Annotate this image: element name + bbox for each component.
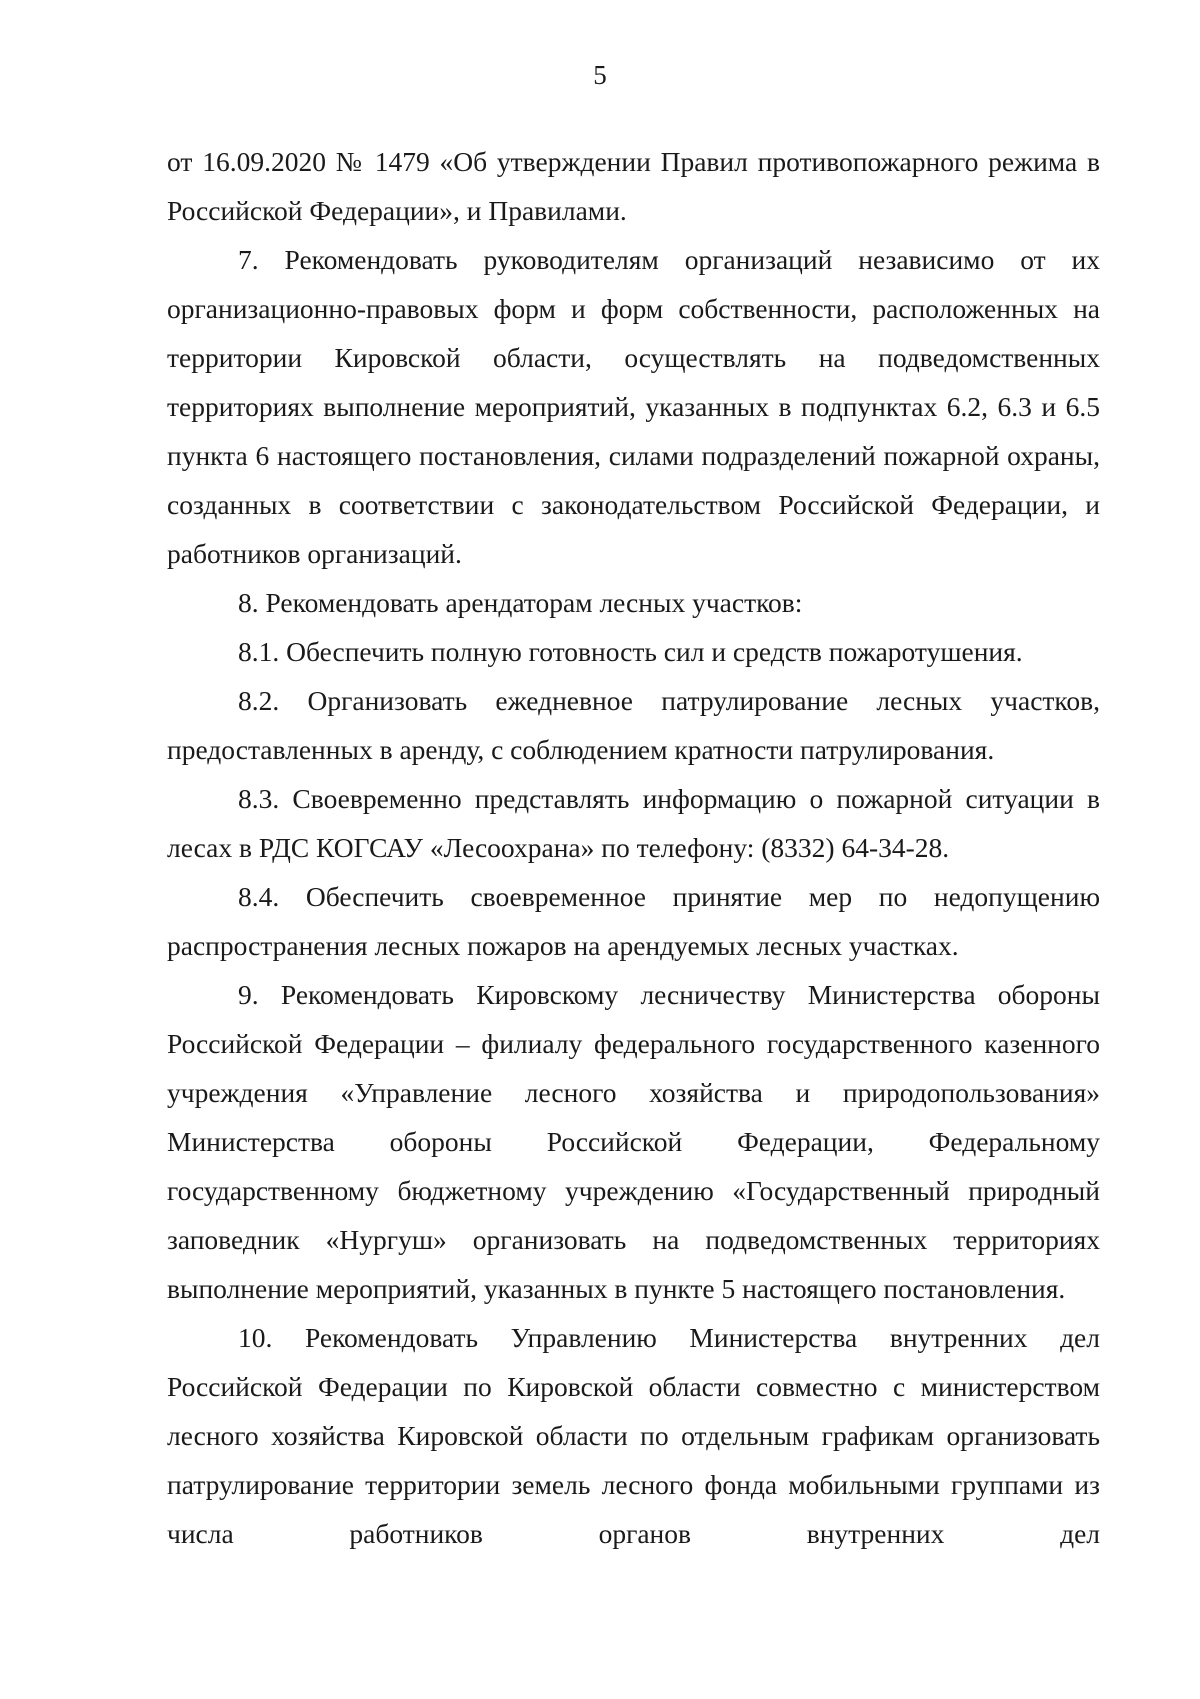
paragraph-continuation: от 16.09.2020 № 1479 «Об утверждении Правил противопожарного режима в Российской Федерации», и Правилами.: [167, 146, 1100, 226]
paragraph-8: 8. Рекомендовать арендаторам лесных участков:: [238, 587, 803, 618]
paragraph-8-1: 8.1. Обеспечить полную готовность сил и средств пожаротушения.: [238, 636, 1023, 667]
paragraph-7: 7. Рекомендовать руководителям организаций независимо от их организационно-правовых форм и форм собственности, расположенных на территории Кировской области, осуществлять на подведомственных территориях выполнение мероприятий, указанных в подпунктах 6.2, 6.3 и 6.5 пункта 6 настоящего постановления, силами подразделений пожарной охраны, созданных в соответствии с законодательством Российской Федерации, и работников организаций.: [167, 244, 1100, 569]
document-body: [167, 137, 1100, 1558]
page-number: 5: [593, 60, 607, 90]
paragraph-8-2: 8.2. Организовать ежедневное патрулирование лесных участков, предоставленных в аренду, с соблюдением кратности патрулирования.: [167, 685, 1100, 765]
paragraph-10: 10. Рекомендовать Управлению Министерства внутренних дел Российской Федерации по Кировской области совместно с министерством лесного хозяйства Кировской области по отдельным графикам организовать патрулирование территории земель лесного фонда мобильными группами из числа работников органов внутренних дел: [167, 1322, 1100, 1549]
paragraph-9: 9. Рекомендовать Кировскому лесничеству Министерства обороны Российской Федерации – филиалу федерального государственного казенного учреждения «Управление лесного хозяйства и природопользования» Министерства обороны Российской Федерации, Федеральному государственному бюджетному учреждению «Государственный природный заповедник «Нургуш» организовать на подведомственных территориях выполнение мероприятий, указанных в пункте 5 настоящего постановления.: [167, 979, 1100, 1304]
paragraph-8-4: 8.4. Обеспечить своевременное принятие мер по недопущению распространения лесных пожаров на арендуемых лесных участках.: [167, 881, 1100, 961]
paragraph-8-3: 8.3. Своевременно представлять информацию о пожарной ситуации в лесах в РДС КОГСАУ «Лесоохрана» по телефону: (8332) 64-34-28.: [167, 783, 1100, 863]
